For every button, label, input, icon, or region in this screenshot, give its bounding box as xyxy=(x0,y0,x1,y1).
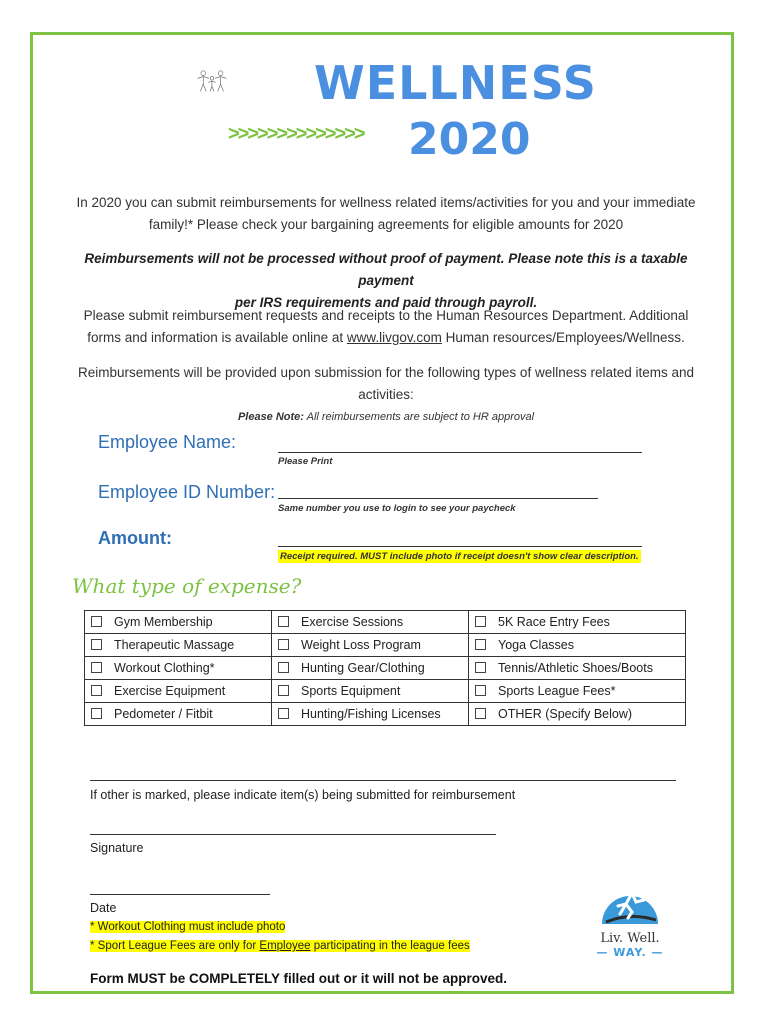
expense-option-label: Hunting/Fishing Licenses xyxy=(301,707,441,721)
wellness-title: WELLNESS xyxy=(314,56,597,110)
table-row xyxy=(85,634,686,657)
footnote-league-fees xyxy=(90,940,470,952)
checkbox-icon[interactable] xyxy=(91,616,102,627)
table-row xyxy=(85,657,686,680)
checkbox-icon[interactable] xyxy=(278,639,289,650)
logo-text-liv-well: Liv. Well. xyxy=(600,931,660,946)
footnote-2-pre: * Sport League Fees are only for xyxy=(90,940,260,952)
checkbox-icon[interactable] xyxy=(278,616,289,627)
liv-well-way-logo xyxy=(584,872,676,962)
expense-option[interactable] xyxy=(85,634,272,657)
expense-option[interactable] xyxy=(272,611,469,634)
checkbox-icon[interactable] xyxy=(91,639,102,650)
submit-line-1: Please submit reimbursement requests and receipts to the Human Resources Department. Additional xyxy=(83,308,689,323)
amount-field[interactable] xyxy=(278,546,642,547)
employee-id-field[interactable] xyxy=(278,498,598,499)
expense-option[interactable] xyxy=(272,634,469,657)
checkbox-icon[interactable] xyxy=(278,662,289,673)
expense-option[interactable] xyxy=(85,611,272,634)
expense-option-label: Gym Membership xyxy=(114,615,213,629)
submit-line-2-pre: forms and information is available online at xyxy=(87,330,347,345)
amount-hint: Receipt required. MUST include photo if receipt doesn't show clear description. xyxy=(280,551,639,562)
logo-text-way: — WAY. — xyxy=(596,946,664,959)
expense-option-label: Tennis/Athletic Shoes/Boots xyxy=(498,661,653,675)
provided-paragraph xyxy=(56,362,716,406)
expense-option[interactable] xyxy=(469,634,686,657)
checkbox-icon[interactable] xyxy=(91,708,102,719)
other-item-label: If other is marked, please indicate item(s) being submitted for reimbursement xyxy=(90,788,516,802)
employee-name-label: Employee Name: xyxy=(98,432,237,452)
expense-option-label: Exercise Equipment xyxy=(114,684,226,698)
note-text: All reimbursements are subject to HR approval xyxy=(303,411,535,423)
checkbox-icon[interactable] xyxy=(475,662,486,673)
expense-option[interactable] xyxy=(469,611,686,634)
checkbox-icon[interactable] xyxy=(91,662,102,673)
expense-option[interactable] xyxy=(272,680,469,703)
expense-option-label: Pedometer / Fitbit xyxy=(114,707,213,721)
hr-approval-note xyxy=(56,411,716,423)
checkbox-icon[interactable] xyxy=(475,616,486,627)
signature-label: Signature xyxy=(90,841,144,855)
expense-option-label: Yoga Classes xyxy=(498,638,574,652)
submit-instructions xyxy=(56,305,716,349)
footnote-1-text: * Workout Clothing must include photo xyxy=(90,921,286,933)
expense-option-label: Workout Clothing* xyxy=(114,661,215,675)
expense-option[interactable] xyxy=(469,657,686,680)
note-label: Please Note: xyxy=(237,411,304,423)
checkbox-icon[interactable] xyxy=(475,685,486,696)
expense-option[interactable] xyxy=(272,657,469,680)
table-row xyxy=(85,611,686,634)
proof-line-2: per IRS requirements and paid through payroll. xyxy=(234,295,538,310)
amount-label: Amount: xyxy=(98,528,172,548)
proof-line-1: Reimbursements will not be processed without proof of payment. Please note this is a taxable payment xyxy=(84,251,688,288)
runner-icon xyxy=(584,872,676,926)
expense-option[interactable] xyxy=(85,657,272,680)
expense-option-label: Hunting Gear/Clothing xyxy=(301,661,425,675)
table-row xyxy=(85,703,686,726)
footnote-workout-clothing xyxy=(90,921,285,933)
expense-option-label: Sports League Fees* xyxy=(498,684,616,698)
logo-way-word: WAY. xyxy=(613,946,647,959)
expense-type-title: What type of expense? xyxy=(72,574,302,598)
checkbox-icon[interactable] xyxy=(475,639,486,650)
expense-option-label: Weight Loss Program xyxy=(301,638,421,652)
employee-name-hint: Please Print xyxy=(278,456,333,467)
employee-name-field[interactable] xyxy=(278,452,642,453)
checkbox-icon[interactable] xyxy=(278,685,289,696)
expense-option[interactable] xyxy=(85,680,272,703)
expense-option[interactable] xyxy=(85,703,272,726)
date-line[interactable] xyxy=(90,894,270,895)
decorative-arrows: >>>>>>>>>>>>>> xyxy=(228,123,364,145)
final-warning: Form MUST be COMPLETELY filled out or it will not be approved. xyxy=(90,971,508,986)
footnote-2-post: participating in the league fees xyxy=(310,940,470,952)
employee-id-hint: Same number you use to login to see your paycheck xyxy=(278,503,516,514)
checkbox-icon[interactable] xyxy=(278,708,289,719)
provided-line-1: Reimbursements will be provided upon submission for the following types of wellness related items and xyxy=(77,365,695,380)
other-item-line[interactable] xyxy=(90,780,676,781)
checkbox-icon[interactable] xyxy=(475,708,486,719)
expense-option[interactable] xyxy=(272,703,469,726)
expense-option-label: Exercise Sessions xyxy=(301,615,404,629)
intro-line-1: In 2020 you can submit reimbursements for wellness related items/activities for you and your immediate xyxy=(76,195,696,210)
intro-paragraph xyxy=(56,192,716,236)
expense-table xyxy=(84,610,686,726)
expense-option-label: 5K Race Entry Fees xyxy=(498,615,610,629)
provided-line-2: activities: xyxy=(358,387,414,402)
table-row xyxy=(85,680,686,703)
expense-option-label: Sports Equipment xyxy=(301,684,401,698)
expense-option-label: OTHER (Specify Below) xyxy=(498,707,633,721)
footnote-2-employee: Employee xyxy=(259,940,311,952)
expense-option-label: Therapeutic Massage xyxy=(114,638,235,652)
intro-line-2: family!* Please check your bargaining agreements for eligible amounts for 2020 xyxy=(148,217,624,232)
expense-option[interactable] xyxy=(469,680,686,703)
livgov-link[interactable]: www.livgov.com xyxy=(346,330,442,345)
expense-option[interactable] xyxy=(469,703,686,726)
family-figures-icon xyxy=(196,52,306,122)
year-title: 2020 xyxy=(408,114,531,165)
checkbox-icon[interactable] xyxy=(91,685,102,696)
date-label: Date xyxy=(90,901,117,915)
employee-id-label: Employee ID Number: xyxy=(98,482,276,502)
signature-line[interactable] xyxy=(90,834,496,835)
submit-line-2-post: Human resources/Employees/Wellness. xyxy=(441,330,685,345)
